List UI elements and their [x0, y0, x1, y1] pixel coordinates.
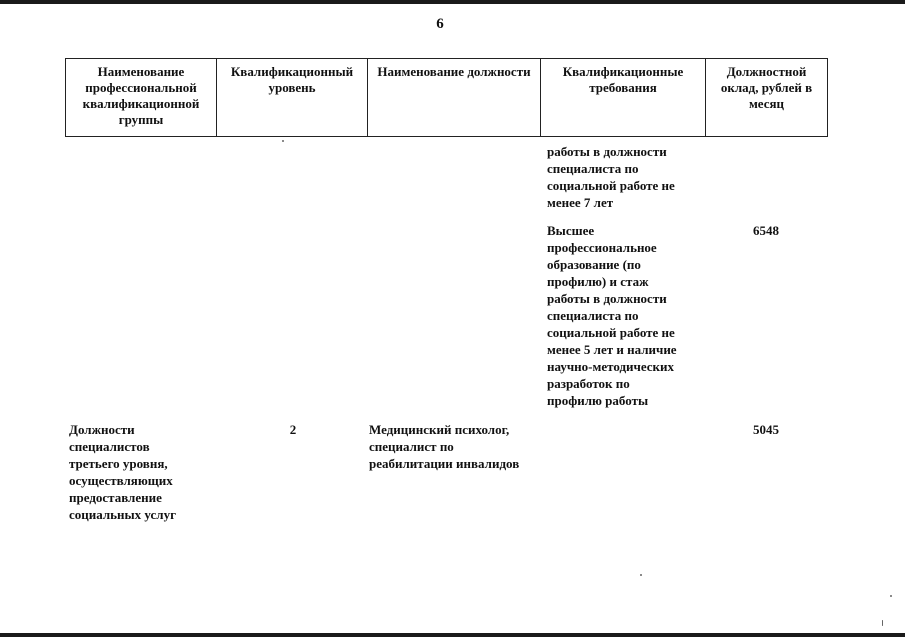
- header-position-name: Наименование должности: [368, 59, 541, 137]
- row-2-salary: 6548: [753, 223, 779, 238]
- row-3-level: 2: [289, 422, 297, 437]
- header-group-name: Наименование профессиональной квалификационной группы: [66, 59, 217, 137]
- scan-speck: [882, 620, 883, 626]
- scan-speck: [282, 140, 284, 142]
- row-3-salary: 5045: [753, 422, 779, 437]
- table-header: [65, 58, 828, 137]
- scan-speck: [640, 574, 642, 576]
- top-scan-border: [0, 0, 905, 4]
- row-1-requirements: работы в должности специалиста по социальной работе не менее 7 лет: [547, 144, 675, 210]
- scan-speck: [890, 595, 892, 597]
- header-qualification-level: Квалификационный уровень: [217, 59, 368, 137]
- header-qualification-requirements: Квалификационные требования: [541, 59, 706, 137]
- header-salary: Должностной оклад, рублей в месяц: [706, 59, 828, 137]
- row-3-position: Медицинский психолог, специалист по реабилитации инвалидов: [369, 422, 520, 471]
- page-number: 6: [436, 16, 444, 32]
- header-row: [66, 59, 828, 137]
- bottom-scan-border: [0, 633, 905, 637]
- row-2-requirements: Высшее профессиональное образование (по профилю) и стаж работы в должности специалиста по социальной работе не менее 5 лет и наличие научно-методических разработок по профилю работы: [547, 223, 677, 408]
- row-3-group-name: Должности специалистов третьего уровня, осуществляющих предоставление социальных услуг: [69, 422, 176, 522]
